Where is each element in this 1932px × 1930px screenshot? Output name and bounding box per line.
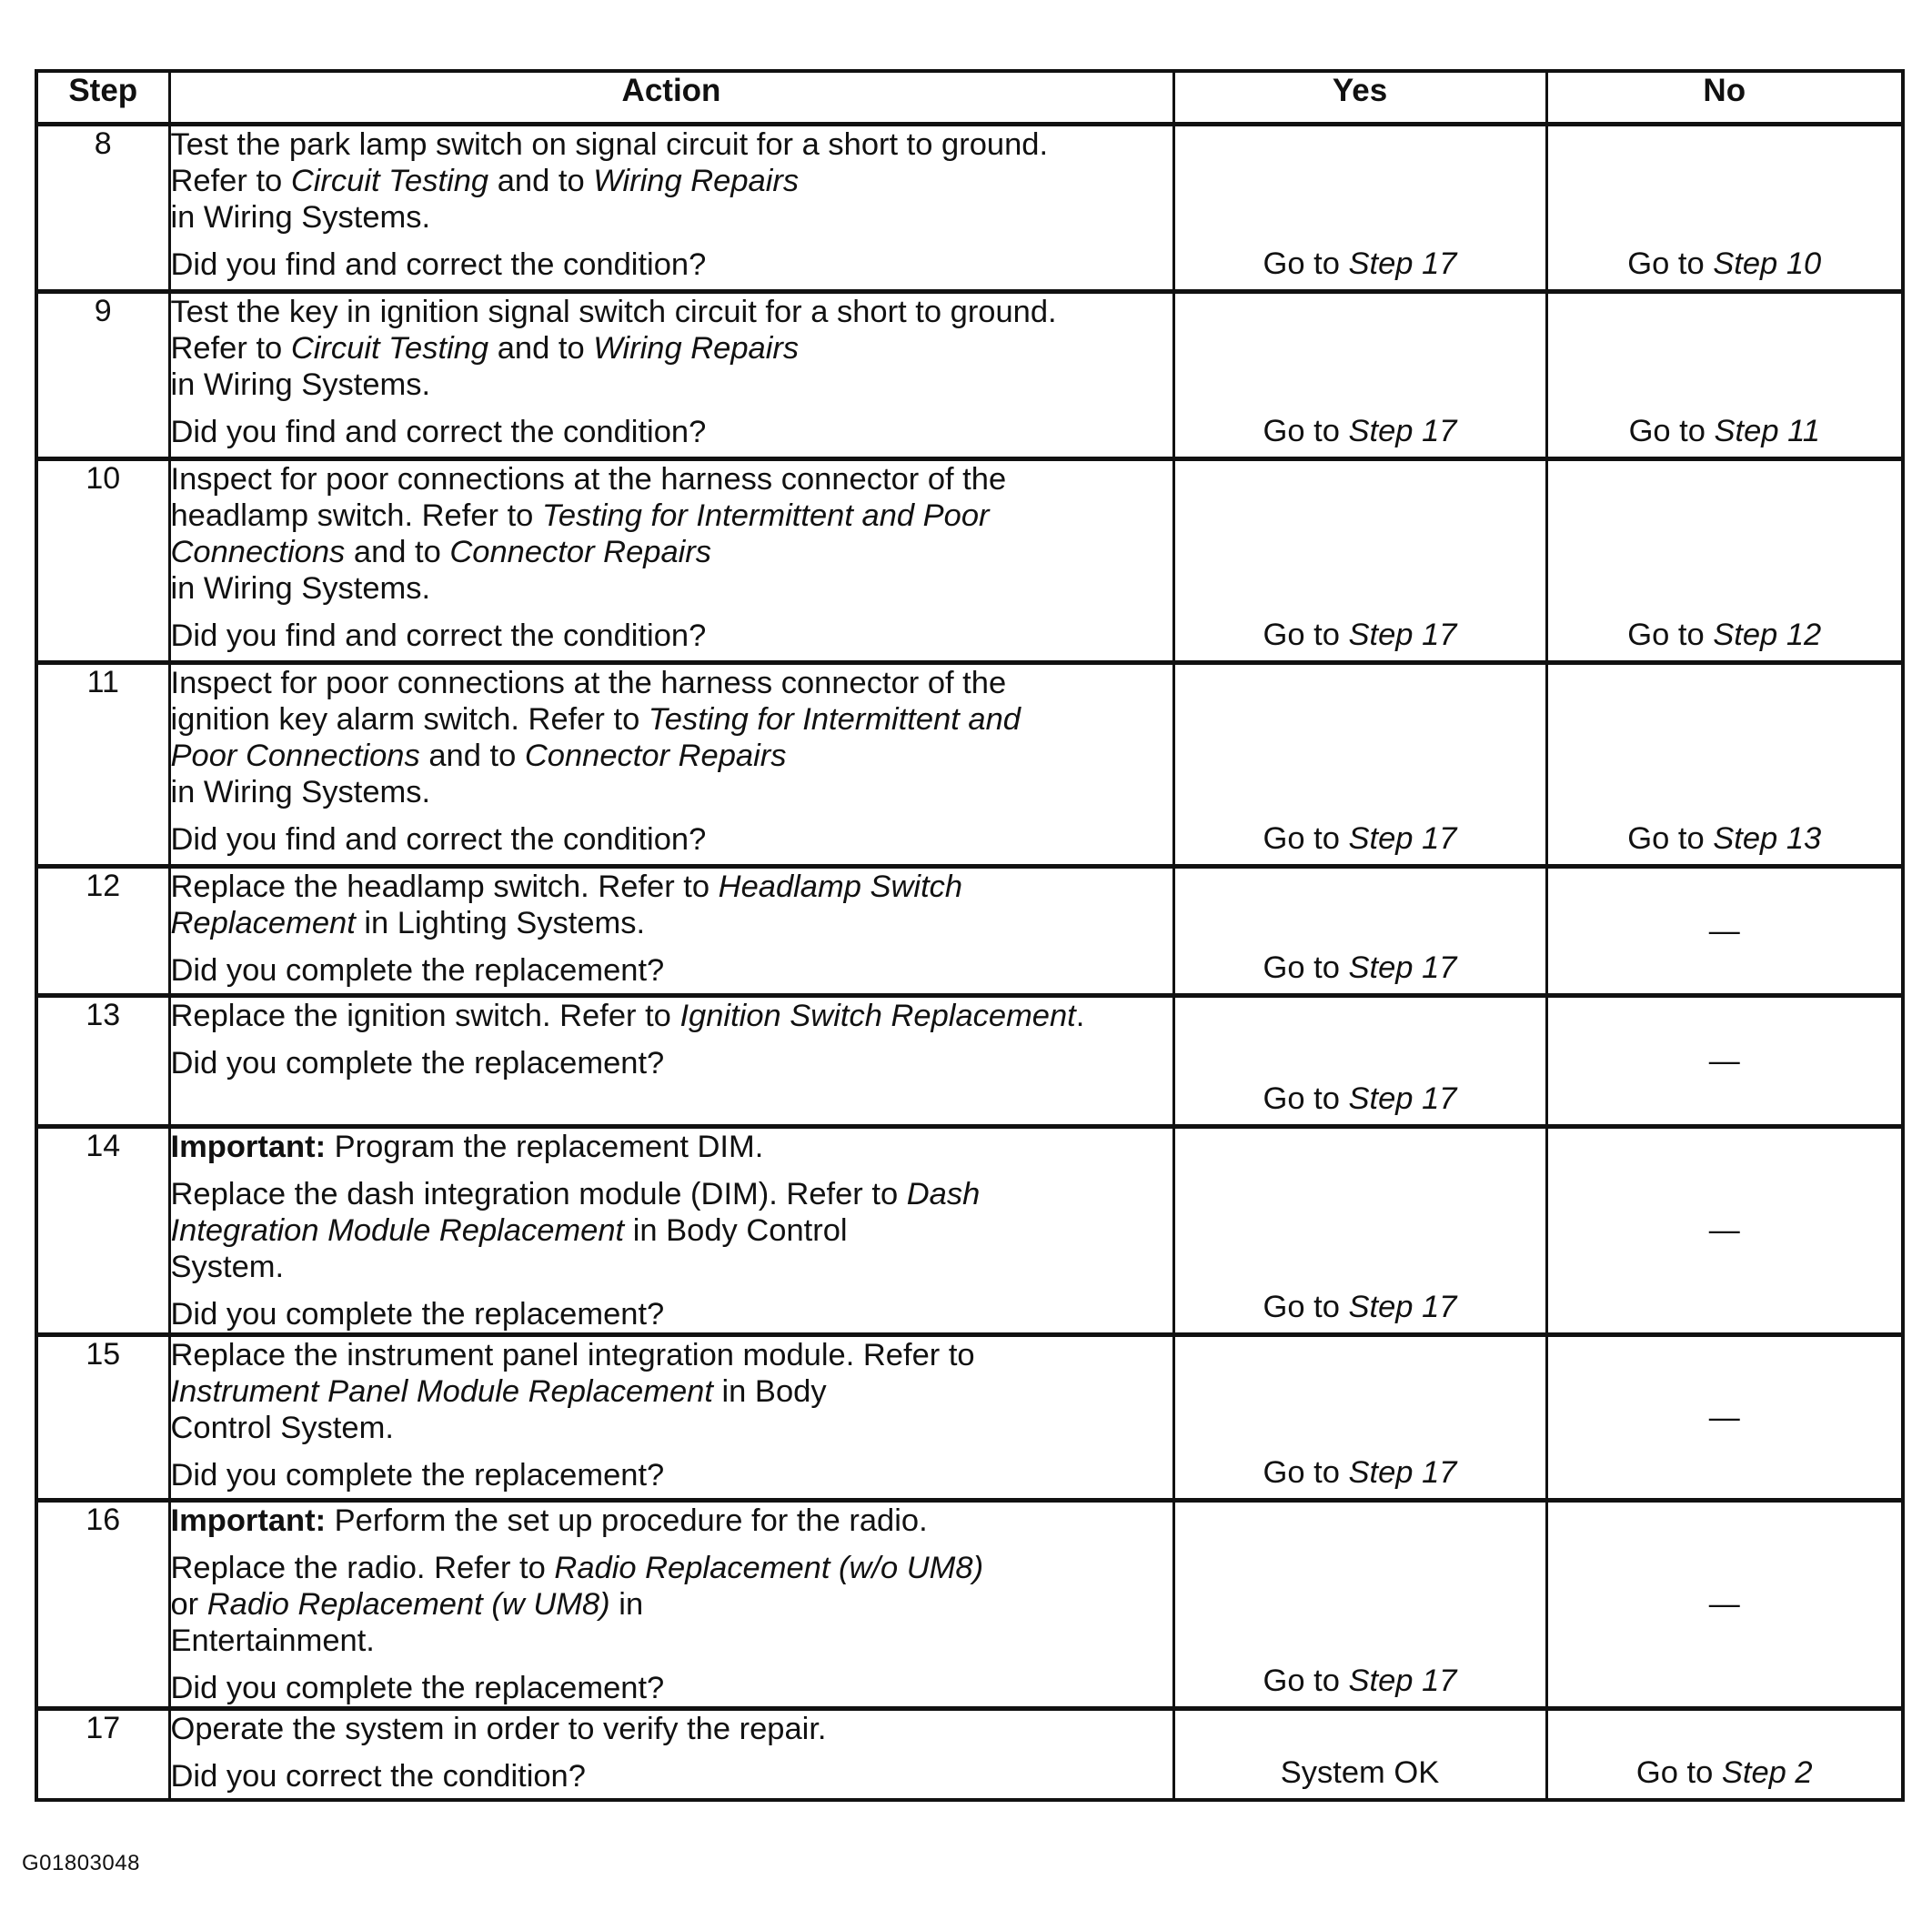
step-number: 11 <box>36 663 169 867</box>
no-result <box>1548 1754 1902 1791</box>
text-segment: Replace the dash integration module (DIM). Refer to <box>170 1177 907 1211</box>
yes-result <box>1175 1289 1545 1325</box>
action-line <box>171 570 1172 607</box>
yes-result <box>1175 1754 1545 1791</box>
yes-result <box>1175 617 1545 653</box>
action-cell <box>169 663 1173 867</box>
yes-result-cell <box>1173 459 1546 663</box>
step-number: 16 <box>36 1501 169 1709</box>
text-segment: in Wiring Systems. <box>170 775 431 809</box>
reference-link-text: Step 17 <box>1348 618 1457 652</box>
text-segment: and to <box>488 331 594 366</box>
text-segment: Replace the ignition switch. Refer to <box>170 999 680 1033</box>
action-line <box>171 367 1172 403</box>
not-applicable-dash <box>1548 1213 1902 1249</box>
text-segment: and to <box>345 535 450 569</box>
reference-link-text: Step 17 <box>1348 821 1457 856</box>
text-segment: . <box>1075 999 1085 1033</box>
reference-link-text: Radio Replacement (w/o UM8) <box>554 1551 984 1585</box>
text-segment: Entertainment. <box>170 1623 375 1658</box>
text-segment: System OK <box>1280 1754 1440 1790</box>
action-cell <box>169 1127 1173 1335</box>
reference-link-text: Wiring Repairs <box>593 164 800 198</box>
action-line <box>171 461 1172 498</box>
text-segment: — <box>1708 1212 1740 1248</box>
text-segment: Go to <box>1263 950 1349 985</box>
text-segment: Go to <box>1263 821 1349 856</box>
text-segment: Operate the system in order to verify the repair. <box>170 1712 827 1746</box>
reference-link-text: Step 17 <box>1348 414 1457 448</box>
action-line <box>171 294 1172 330</box>
action-line <box>171 1176 1172 1212</box>
action-question: Did you complete the replacement? <box>170 1671 665 1705</box>
text-segment: Go to <box>1263 1290 1349 1324</box>
no-result-cell <box>1546 663 1903 867</box>
table-row <box>36 1127 1903 1335</box>
text-segment: Replace the instrument panel integration module. Refer to <box>170 1338 975 1372</box>
text-segment: Test the park lamp switch on signal circuit for a short to ground. <box>170 127 1049 162</box>
reference-link-text: Step 13 <box>1713 821 1822 856</box>
reference-link-text: Testing for Intermittent and Poor <box>541 498 990 533</box>
action-line <box>171 869 1172 905</box>
no-result-cell <box>1546 459 1903 663</box>
reference-link-text: Step 2 <box>1721 1754 1813 1790</box>
text-segment: Go to <box>1263 414 1349 448</box>
reference-link-text: Replacement <box>170 906 356 940</box>
reference-link-text: Ignition Switch Replacement <box>679 999 1076 1033</box>
table-header-row <box>36 71 1903 125</box>
action-line <box>171 498 1172 534</box>
action-question: Did you correct the condition? <box>170 1759 586 1794</box>
text-segment: Control System. <box>170 1411 394 1445</box>
reference-link-text: Step 17 <box>1348 1455 1457 1490</box>
reference-link-text: Integration Module Replacement <box>170 1213 625 1248</box>
text-segment: Replace the radio. Refer to <box>170 1551 555 1585</box>
action-line <box>171 1623 1172 1659</box>
yes-result-cell <box>1173 996 1546 1127</box>
action-line <box>171 1503 1172 1539</box>
text-segment: Go to <box>1627 618 1714 652</box>
reference-link-text: Headlamp Switch <box>718 870 963 904</box>
yes-result <box>1175 820 1545 857</box>
no-result <box>1548 413 1902 449</box>
action-line <box>171 738 1172 774</box>
action-line <box>171 199 1172 236</box>
table-row <box>36 1709 1903 1800</box>
action-question: Did you complete the replacement? <box>170 1297 665 1332</box>
text-segment: in Body Control <box>624 1213 848 1248</box>
no-result-cell <box>1546 867 1903 996</box>
reference-link-text: Step 11 <box>1714 414 1820 448</box>
action-cell <box>169 459 1173 663</box>
text-segment: Go to <box>1263 1081 1349 1116</box>
action-line <box>171 701 1172 738</box>
not-applicable-dash <box>1548 913 1902 949</box>
step-number: 15 <box>36 1335 169 1501</box>
text-segment: Go to <box>1263 1455 1349 1490</box>
text-segment: or <box>170 1587 207 1622</box>
text-segment: Perform the set up procedure for the radio. <box>326 1503 928 1538</box>
reference-link-text: Circuit Testing <box>290 331 489 366</box>
action-line <box>171 1212 1172 1249</box>
action-line <box>171 126 1172 163</box>
table-row <box>36 1501 1903 1709</box>
text-segment: — <box>1708 1586 1740 1622</box>
not-applicable-dash <box>1548 1043 1902 1079</box>
action-line <box>171 1373 1172 1410</box>
important-label: Important: <box>170 1130 327 1164</box>
no-result-cell <box>1546 1335 1903 1501</box>
text-segment: Go to <box>1263 618 1349 652</box>
header-step: Step <box>36 71 169 125</box>
reference-link-text: Testing for Intermittent and <box>648 702 1021 737</box>
yes-result <box>1175 413 1545 449</box>
yes-result-cell <box>1173 292 1546 459</box>
important-label: Important: <box>170 1503 327 1538</box>
table-row <box>36 125 1903 292</box>
no-result <box>1548 820 1902 857</box>
action-cell <box>169 292 1173 459</box>
text-segment: in Lighting Systems. <box>355 906 646 940</box>
yes-result-cell <box>1173 1709 1546 1800</box>
text-segment: Go to <box>1263 1664 1349 1698</box>
yes-result-cell <box>1173 1501 1546 1709</box>
step-number: 9 <box>36 292 169 459</box>
action-line <box>171 330 1172 367</box>
no-result-cell <box>1546 1501 1903 1709</box>
text-segment: — <box>1708 1043 1740 1078</box>
action-cell <box>169 1501 1173 1709</box>
no-result <box>1548 617 1902 653</box>
reference-link-text: Connections <box>170 535 346 569</box>
yes-result <box>1175 1454 1545 1491</box>
reference-link-text: Circuit Testing <box>290 164 489 198</box>
action-line <box>171 1129 1172 1165</box>
text-segment: and to <box>419 739 525 773</box>
text-segment: — <box>1708 1400 1740 1434</box>
step-number: 17 <box>36 1709 169 1800</box>
action-line <box>171 1249 1172 1285</box>
action-line <box>171 1410 1172 1446</box>
text-segment: Replace the headlamp switch. Refer to <box>170 870 719 904</box>
reference-link-text: Radio Replacement (w UM8) <box>206 1587 610 1622</box>
yes-result <box>1175 1081 1545 1117</box>
not-applicable-dash <box>1548 1587 1902 1623</box>
action-cell <box>169 996 1173 1127</box>
action-line <box>171 1586 1172 1623</box>
header-yes: Yes <box>1173 71 1546 125</box>
yes-result-cell <box>1173 125 1546 292</box>
text-segment: in Wiring Systems. <box>170 571 431 606</box>
action-line <box>171 905 1172 941</box>
yes-result-cell <box>1173 1335 1546 1501</box>
header-no: No <box>1546 71 1903 125</box>
action-line <box>171 665 1172 701</box>
reference-link-text: Dash <box>906 1177 981 1211</box>
yes-result <box>1175 950 1545 986</box>
text-segment: in Wiring Systems. <box>170 367 431 402</box>
action-question: Did you complete the replacement? <box>170 1458 665 1493</box>
action-cell <box>169 867 1173 996</box>
step-number: 8 <box>36 125 169 292</box>
action-question: Did you complete the replacement? <box>170 1046 665 1081</box>
action-line <box>171 998 1172 1034</box>
no-result-cell <box>1546 292 1903 459</box>
text-segment: Refer to <box>170 331 291 366</box>
step-number: 12 <box>36 867 169 996</box>
text-segment: Refer to <box>170 164 291 198</box>
reference-link-text: Connector Repairs <box>524 739 787 773</box>
not-applicable-dash <box>1548 1400 1902 1435</box>
yes-result-cell <box>1173 663 1546 867</box>
no-result-cell <box>1546 1709 1903 1800</box>
no-result-cell <box>1546 996 1903 1127</box>
action-question: Did you find and correct the condition? <box>170 415 707 449</box>
diagnostic-table <box>35 69 1905 1802</box>
reference-link-text: Step 10 <box>1713 246 1822 281</box>
header-action: Action <box>169 71 1173 125</box>
text-segment: Test the key in ignition signal switch circuit for a short to ground. <box>170 295 1057 329</box>
action-line <box>171 1711 1172 1747</box>
no-result <box>1548 246 1902 282</box>
yes-result <box>1175 1663 1545 1699</box>
yes-result <box>1175 246 1545 282</box>
table-row <box>36 867 1903 996</box>
text-segment: Go to <box>1635 1754 1722 1790</box>
step-number: 13 <box>36 996 169 1127</box>
step-number: 14 <box>36 1127 169 1335</box>
table-row <box>36 459 1903 663</box>
text-segment: Go to <box>1263 246 1349 281</box>
action-question: Did you find and correct the condition? <box>170 247 707 282</box>
table-row <box>36 292 1903 459</box>
text-segment: in <box>609 1587 644 1622</box>
reference-link-text: Step 12 <box>1713 618 1822 652</box>
reference-link-text: Connector Repairs <box>449 535 712 569</box>
action-question: Did you complete the replacement? <box>170 953 665 988</box>
reference-link-text: Step 17 <box>1348 1081 1457 1116</box>
step-number: 10 <box>36 459 169 663</box>
action-line <box>171 1337 1172 1373</box>
text-segment: Inspect for poor connections at the harness connector of the <box>170 666 1007 700</box>
text-segment: Program the replacement DIM. <box>326 1130 764 1164</box>
reference-link-text: Step 17 <box>1348 950 1457 985</box>
action-line <box>171 534 1172 570</box>
reference-link-text: Instrument Panel Module Replacement <box>170 1374 713 1409</box>
reference-link-text: Step 17 <box>1348 1664 1457 1698</box>
yes-result-cell <box>1173 1127 1546 1335</box>
text-segment: Go to <box>1627 246 1714 281</box>
reference-link-text: Poor Connections <box>170 739 420 773</box>
no-result-cell <box>1546 1127 1903 1335</box>
text-segment: — <box>1708 913 1740 948</box>
action-cell <box>169 1709 1173 1800</box>
reference-link-text: Step 17 <box>1348 246 1457 281</box>
action-line <box>171 774 1172 810</box>
text-segment: ignition key alarm switch. Refer to <box>170 702 649 737</box>
text-segment: Go to <box>1627 821 1714 856</box>
text-segment: in Body <box>712 1374 827 1409</box>
text-segment: and to <box>488 164 594 198</box>
no-result-cell <box>1546 125 1903 292</box>
reference-link-text: Wiring Repairs <box>593 331 800 366</box>
reference-link-text: Step 17 <box>1348 1290 1457 1324</box>
action-cell <box>169 125 1173 292</box>
table-row <box>36 996 1903 1127</box>
text-segment: in Wiring Systems. <box>170 200 431 235</box>
text-segment: Go to <box>1628 414 1715 448</box>
table-row <box>36 1335 1903 1501</box>
text-segment: Inspect for poor connections at the harness connector of the <box>170 462 1007 497</box>
action-line <box>171 1550 1172 1586</box>
text-segment: headlamp switch. Refer to <box>170 498 542 533</box>
yes-result-cell <box>1173 867 1546 996</box>
table-row <box>36 663 1903 867</box>
action-cell <box>169 1335 1173 1501</box>
text-segment: System. <box>170 1250 285 1284</box>
figure-id: G01803048 <box>22 1851 140 1875</box>
action-question: Did you find and correct the condition? <box>170 618 707 653</box>
action-line <box>171 163 1172 199</box>
action-question: Did you find and correct the condition? <box>170 822 707 857</box>
